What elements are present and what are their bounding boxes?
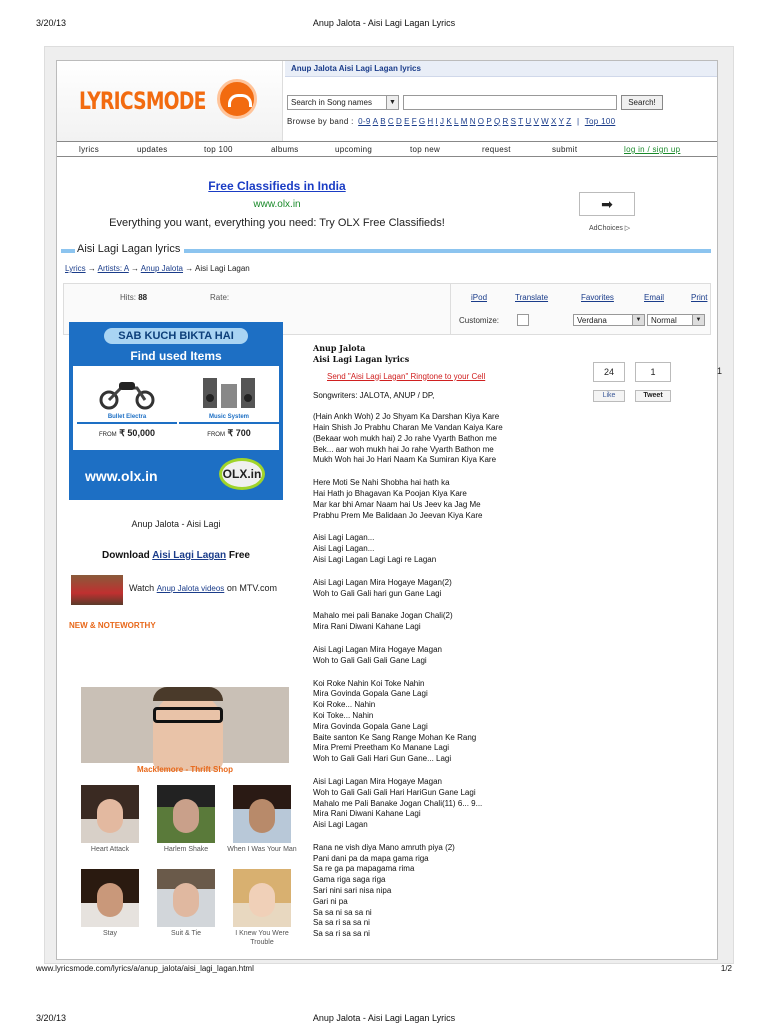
banner-items [73, 366, 279, 450]
browse-label: Browse by band : [287, 117, 354, 126]
mtv-promo [71, 575, 285, 607]
hits-counter [120, 293, 147, 302]
lyrics-line: Pani dani pa da mapa gama riga [313, 853, 429, 863]
lyrics-stanza [313, 645, 573, 667]
olx-logo: OLX.in [219, 458, 265, 490]
rate-label: Rate: [210, 293, 230, 302]
lyrics-line: Mira Premi Preetham Ko Manane Lagi [313, 743, 450, 753]
login-link[interactable]: log in / sign up [624, 145, 681, 154]
download-line: Download Aisi Lagi Lagan Free [101, 550, 250, 561]
lyrics-title: Aisi Lagi Lagan lyrics [313, 353, 410, 364]
browse-letter-link[interactable]: C [387, 117, 394, 126]
banner-item-price: FROM ₹ 50,000 [99, 428, 155, 438]
lyrics-line: Mira Govinda Gopala Gane Lagi [313, 689, 428, 699]
lyrics-line: Here Moti Se Nahi Shobha hai hath ka [313, 478, 450, 488]
thumb-caption[interactable]: Suit & Tie [171, 930, 201, 937]
banner-item [77, 366, 177, 450]
font-select-value: Verdana [577, 316, 607, 325]
browse-letter-link[interactable]: J [440, 117, 445, 126]
chevron-down-icon: ▼ [386, 96, 398, 109]
search-type-select[interactable] [287, 95, 399, 110]
print-footer [36, 964, 732, 976]
lyrics-stanza [313, 412, 573, 466]
artist-photo [153, 691, 223, 771]
browse-letter-link[interactable]: X [550, 117, 557, 126]
lyrics-artist: Anup Jalota [313, 343, 366, 353]
social-buttons [593, 362, 733, 408]
hits-value: 88 [138, 293, 148, 302]
color-swatch[interactable] [517, 314, 529, 326]
noteworthy-heading: NEW & NOTEWORTHY [69, 621, 156, 630]
lyrics-line: Rana ne vish diya Mano amruth piya (2) [313, 842, 455, 852]
tweet-count: 1 [635, 362, 671, 382]
breadcrumb-lyrics[interactable]: Lyrics [65, 264, 86, 273]
breadcrumb-arrow: → [130, 264, 139, 273]
lyrics-line: Aisi Lagi Lagan Mira Hogaye Magan [313, 644, 442, 654]
browse-letter-link[interactable]: U [525, 117, 532, 126]
section-title: Aisi Lagi Lagan lyrics [65, 243, 184, 255]
ad-description: Everything you want, everything you need: Try OLX Free Classifieds! [109, 217, 445, 229]
lyrics-line: Sa sa ri sa sa ni [313, 918, 370, 928]
lyrics-line: Mahalo me Pali Banake Jogan Chali(11) 6... 9... [313, 798, 483, 808]
lyrics-line: Prabhu Prem Me Balidaan Jo Jeevan Kiya Kare [313, 510, 483, 520]
lyrics-line: Baite santon Ke Sang Range Mohan Ke Rang [313, 732, 477, 742]
banner-subline: Find used Items [130, 349, 222, 363]
browse-letter-link[interactable]: I [435, 117, 439, 126]
lyrics-line: Koi Roke... Nahin [313, 700, 376, 710]
browse-letter-link[interactable]: A [372, 117, 379, 126]
breadcrumb-arrow: → [87, 264, 96, 273]
browse-letter-link[interactable]: W [541, 117, 549, 126]
lyrics-stanza [313, 843, 573, 940]
print-title: Anup Jalota - Aisi Lagi Lagan Lyrics [312, 1013, 456, 1023]
nav-item-upcoming[interactable]: upcoming [335, 145, 373, 154]
lyrics-line: Sa re ga pa mapagama rima [313, 864, 415, 874]
breadcrumb-song: Aisi Lagi Lagan [195, 264, 250, 273]
lyrics-stanza [313, 679, 573, 765]
font-select[interactable] [573, 314, 645, 326]
hits-label: Hits: [120, 293, 136, 302]
browse-letter-link[interactable]: H [427, 117, 434, 126]
lyrics-line: Gari ni pa [313, 896, 348, 906]
nav-item-submit[interactable]: submit [552, 145, 578, 154]
search-button[interactable]: Search! [621, 95, 663, 110]
artist-glasses [153, 707, 223, 723]
headphones-icon [217, 79, 257, 119]
ad-arrow-button[interactable] [579, 192, 635, 216]
banner-item-name: Bullet Electra [77, 414, 177, 424]
browse-letter-link[interactable]: K [446, 117, 452, 126]
print-url: www.lyricsmode.com/lyrics/a/anup_jalota/aisi_lagi_lagan.html [36, 964, 254, 973]
feature-caption[interactable]: Macklemore - Thrift Shop [136, 765, 233, 774]
browse-letter-link[interactable]: R [502, 117, 509, 126]
artist-hair [153, 687, 223, 701]
lyrics-stanza [313, 777, 573, 831]
tools-panel [450, 284, 710, 334]
print-header-page2 [36, 1013, 732, 1025]
page-heading: Anup Jalota Aisi Lagi Lagan lyrics [285, 61, 717, 77]
print-date: 3/20/13 [36, 1013, 67, 1023]
songwriters: Songwriters: JALOTA, ANUP / DP, [313, 391, 435, 401]
lyrics-line: Woh to Gali Gali Gali Gane Lagi [313, 655, 427, 665]
ad-url[interactable]: www.olx.in [253, 199, 301, 210]
lyrics-line: (Bekaar woh mukh hai) 2 Jo rahe Vyarth Bathon me [313, 433, 497, 443]
lyrics-line: Aisi Lagi Lagan Mira Hogaye Magan(2) [313, 577, 452, 587]
thumb-caption[interactable]: Harlem Shake [163, 846, 209, 853]
browse-letter-link[interactable]: S [510, 117, 517, 126]
like-button[interactable]: Like [593, 390, 625, 402]
lyrics-line: Woh to Gali Gali Hari Gun Gane... Lagi [313, 754, 452, 764]
search-input[interactable] [403, 95, 617, 110]
customize-label: Customize: [459, 316, 500, 325]
lyrics-line: Sa sa ri sa sa ni [313, 929, 370, 939]
plusone-count[interactable]: 1 [717, 366, 723, 376]
search-type-value: Search in Song names [291, 98, 372, 107]
browse-letter-link[interactable]: Q [493, 117, 501, 126]
browse-letter-link[interactable]: G [418, 117, 426, 126]
lyrics-line: Aisi Lagi Lagan Mira Hogaye Magan [313, 776, 442, 786]
thumb-i-knew-you-were-trouble[interactable] [233, 869, 291, 927]
lyrics-line: Sari nini sari nisa nipa [313, 886, 392, 896]
lyrics-line: Aisi Lagi Lagan [313, 820, 368, 830]
browse-by-band [287, 117, 615, 126]
browse-separator: | [576, 117, 580, 126]
chevron-down-icon: ▼ [692, 315, 704, 325]
lyrics-line: Hain Shish Jo Prabhu Charan Me Vandan Kaiya Kare [313, 422, 503, 432]
lyrics-body [313, 343, 573, 952]
thumb-when-i-was-your-man[interactable] [233, 785, 291, 843]
top100-link[interactable]: Top 100 [584, 117, 616, 126]
sidebar-caption: Anup Jalota - Aisi Lagi [131, 519, 221, 529]
lyrics-line: Mar kar bhi Amar Naam hai Us Jeev ka Jag Me [313, 499, 481, 509]
thumb-harlem-shake[interactable] [157, 785, 215, 843]
speaker-icon [199, 374, 259, 410]
lyrics-line: Gama riga saga riga [313, 875, 386, 885]
lyrics-line: Mira Rani Diwani Kahane Lagi [313, 809, 421, 819]
print-title: Anup Jalota - Aisi Lagi Lagan Lyrics [312, 18, 456, 28]
nav-item-updates[interactable]: updates [137, 145, 168, 154]
lyrics-stanzas [313, 412, 573, 940]
breadcrumb-arrow: → [185, 264, 194, 273]
print-page-number: 1/2 [720, 964, 732, 973]
thumb-caption[interactable]: Stay [102, 930, 117, 937]
logo[interactable] [57, 61, 283, 141]
lyrics-line: Aisi Lagi Lagan... [313, 533, 375, 543]
lyrics-stanza [313, 578, 573, 600]
olx-banner-ad[interactable] [69, 322, 283, 500]
adchoices-link[interactable]: AdChoices ▷ [589, 225, 631, 232]
logo-text: LYRICSMODE [79, 87, 206, 115]
lyrics-stanza [313, 533, 573, 565]
browse-letter-link[interactable]: T [518, 117, 524, 126]
print-link[interactable]: Print [691, 293, 708, 302]
nav-item-top100[interactable]: top 100 [204, 145, 233, 154]
motorcycle-icon [97, 374, 157, 410]
lyrics-line: Sa sa ni sa sa ni [313, 907, 372, 917]
nav-item-lyrics[interactable]: lyrics [79, 145, 100, 154]
browse-letter-link[interactable]: L [453, 117, 459, 126]
thumb-caption[interactable]: I Knew You Were Trouble [235, 930, 289, 946]
banner-url: www.olx.in [85, 468, 158, 484]
browse-letter-link[interactable]: 0-9 [358, 117, 371, 126]
thumb-caption[interactable]: Heart Attack [90, 846, 130, 853]
mtv-videos-link[interactable]: Anup Jalota videos [156, 584, 225, 593]
browse-letter-link[interactable]: Y [558, 117, 565, 126]
lyrics-stanza [313, 478, 573, 521]
thumb-caption[interactable]: When I Was Your Man [227, 846, 297, 853]
size-select[interactable] [647, 314, 705, 326]
thumb-stay[interactable] [81, 869, 139, 927]
concert-thumbnail[interactable] [71, 575, 123, 605]
browse-letter-link[interactable]: V [533, 117, 540, 126]
lyrics-line: Woh to Gali Gali Gali Hari HariGun Gane Lagi [313, 787, 476, 797]
lyrics-line: Mira Rani Diwani Kahane Lagi [313, 622, 421, 632]
browse-letters [356, 117, 571, 126]
browse-letter-link[interactable]: D [395, 117, 403, 126]
lyrics-stanza [313, 611, 573, 633]
main-nav [57, 141, 717, 157]
lyrics-line: Aisi Lagi Lagan Lagi Lagi re Lagan [313, 554, 437, 564]
browse-letter-link[interactable]: E [404, 117, 410, 126]
banner-item-price: FROM ₹ 700 [207, 428, 251, 438]
email-link[interactable]: Email [644, 293, 665, 302]
browse-letter-link[interactable]: B [380, 117, 386, 126]
nav-item-topnew[interactable]: top new [410, 145, 441, 154]
lyrics-line: (Hain Ankh Woh) 2 Jo Shyam Ka Darshan Kiya Kare [313, 412, 500, 422]
translate-link[interactable]: Translate [515, 293, 549, 302]
browse-letter-link[interactable]: M [460, 117, 468, 126]
lyrics-line: Koi Toke... Nahin [313, 710, 374, 720]
nav-item-albums[interactable]: albums [271, 145, 299, 154]
chevron-down-icon: ▼ [632, 315, 644, 325]
browse-letter-link[interactable]: F [411, 117, 417, 126]
ringtone-link[interactable]: Send "Aisi Lagi Lagan" Ringtone to your Cell [327, 371, 486, 381]
like-count: 24 [593, 362, 625, 382]
size-select-value: Normal [651, 316, 677, 325]
lyrics-line: Bek... aar woh mukh hai Jo rahe Vyarth Bathon me [313, 444, 494, 454]
browse-letter-link[interactable]: N [469, 117, 476, 126]
breadcrumb-artist[interactable]: Anup Jalota [140, 264, 184, 273]
site-page [56, 60, 723, 960]
print-date: 3/20/13 [36, 18, 67, 28]
thumb-suit-and-tie[interactable] [157, 869, 215, 927]
favorites-link[interactable]: Favorites [581, 293, 614, 302]
banner-item [179, 366, 279, 450]
lyrics-line: Aisi Lagi Lagan... [313, 544, 375, 554]
feature-image[interactable] [81, 687, 289, 763]
breadcrumb [65, 264, 250, 273]
print-header [36, 18, 732, 32]
arrow-right-icon: ➡ [601, 196, 613, 212]
lyrics-line: Mahalo mei pali Banake Jogan Chali(2) [313, 611, 453, 621]
banner-item-name: Music System [179, 414, 279, 424]
ipod-link[interactable]: iPod [471, 293, 488, 302]
nav-item-request[interactable]: request [482, 145, 511, 154]
ad-title-link[interactable]: Free Classifieds in India [208, 179, 346, 193]
mtv-text: Watch Anup Jalota videos on MTV.com [129, 583, 277, 593]
lyrics-line: Woh to Gali Gali hari gun Gane Lagi [313, 588, 442, 598]
download-link[interactable]: Aisi Lagi Lagan [152, 550, 227, 561]
lyrics-line: Koi Roke Nahin Koi Toke Nahin [313, 678, 425, 688]
browse-letter-link[interactable]: P [486, 117, 492, 126]
browse-letter-link[interactable]: Z [566, 117, 572, 126]
tweet-button[interactable]: Tweet [635, 390, 671, 402]
lyrics-line: Mira Govinda Gopala Gane Lagi [313, 721, 428, 731]
browse-letter-link[interactable]: O [477, 117, 485, 126]
thumb-heart-attack[interactable] [81, 785, 139, 843]
header-search-area [285, 61, 717, 141]
banner-headline: SAB KUCH BIKTA HAI [69, 328, 283, 344]
lyrics-line: Hai Hath jo Bhagavan Ka Poojan Kiya Kare [313, 488, 467, 498]
breadcrumb-artists[interactable]: Artists: A [97, 264, 129, 273]
lyrics-line: Mukh Woh hai Jo Hari Naam Ka Sumiran Kiya Kare [313, 455, 497, 465]
